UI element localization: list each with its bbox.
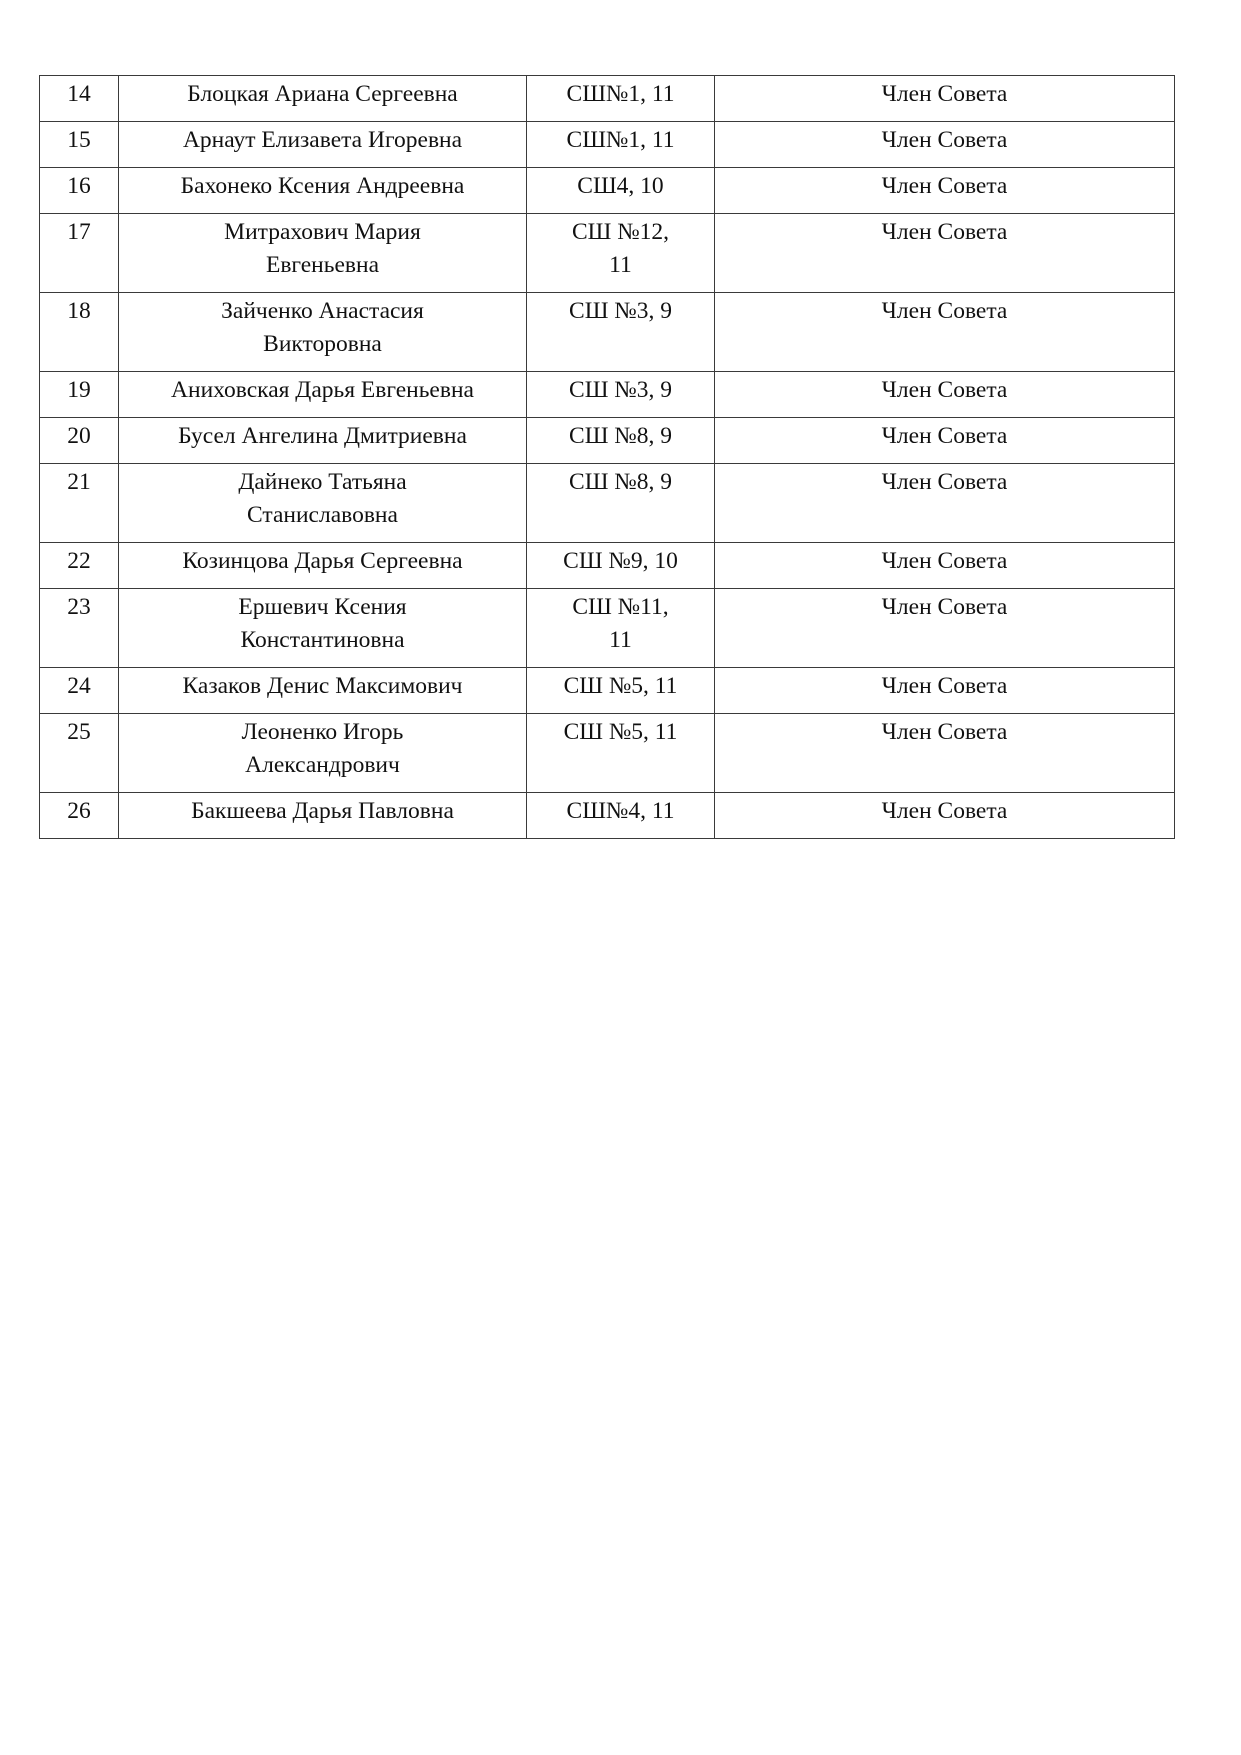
- school-class-cell: СШ №5, 11: [527, 668, 715, 714]
- member-name-cell: Дайнеко Татьяна Станиславовна: [119, 464, 527, 543]
- row-number-cell: 18: [40, 293, 119, 372]
- row-number-cell: 14: [40, 76, 119, 122]
- row-number-cell: 22: [40, 543, 119, 589]
- role-cell: Член Совета: [715, 214, 1175, 293]
- role-cell: Член Совета: [715, 293, 1175, 372]
- school-class-cell: СШ №3, 9: [527, 372, 715, 418]
- row-number-cell: 15: [40, 122, 119, 168]
- row-number-cell: 21: [40, 464, 119, 543]
- member-name-cell: Митрахович Мария Евгеньевна: [119, 214, 527, 293]
- member-name-cell: Арнаут Елизавета Игоревна: [119, 122, 527, 168]
- member-name-cell: Аниховская Дарья Евгеньевна: [119, 372, 527, 418]
- table-row: [40, 668, 1175, 714]
- table-row: [40, 793, 1175, 839]
- role-cell: Член Совета: [715, 589, 1175, 668]
- member-name-cell: Бакшеева Дарья Павловна: [119, 793, 527, 839]
- role-cell: Член Совета: [715, 76, 1175, 122]
- table-row: [40, 372, 1175, 418]
- member-name-cell: Зайченко Анастасия Викторовна: [119, 293, 527, 372]
- school-class-cell: СШ №3, 9: [527, 293, 715, 372]
- role-cell: Член Совета: [715, 714, 1175, 793]
- row-number-cell: 23: [40, 589, 119, 668]
- role-cell: Член Совета: [715, 372, 1175, 418]
- table-row: [40, 464, 1175, 543]
- school-class-cell: СШ №8, 9: [527, 464, 715, 543]
- role-cell: Член Совета: [715, 464, 1175, 543]
- school-class-cell: СШ №12, 11: [527, 214, 715, 293]
- council-members-table: [39, 75, 1175, 839]
- row-number-cell: 20: [40, 418, 119, 464]
- table-body: [40, 76, 1175, 839]
- member-name-cell: Ершевич Ксения Константиновна: [119, 589, 527, 668]
- table-row: [40, 589, 1175, 668]
- role-cell: Член Совета: [715, 418, 1175, 464]
- school-class-cell: СШ №11, 11: [527, 589, 715, 668]
- row-number-cell: 24: [40, 668, 119, 714]
- row-number-cell: 25: [40, 714, 119, 793]
- school-class-cell: СШ4, 10: [527, 168, 715, 214]
- table-row: [40, 543, 1175, 589]
- member-name-cell: Бахонеко Ксения Андреевна: [119, 168, 527, 214]
- row-number-cell: 19: [40, 372, 119, 418]
- role-cell: Член Совета: [715, 543, 1175, 589]
- table-row: [40, 418, 1175, 464]
- role-cell: Член Совета: [715, 668, 1175, 714]
- school-class-cell: СШ№1, 11: [527, 122, 715, 168]
- table-row: [40, 293, 1175, 372]
- member-name-cell: Козинцова Дарья Сергеевна: [119, 543, 527, 589]
- school-class-cell: СШ №5, 11: [527, 714, 715, 793]
- school-class-cell: СШ№1, 11: [527, 76, 715, 122]
- table-row: [40, 214, 1175, 293]
- member-name-cell: Леоненко Игорь Александрович: [119, 714, 527, 793]
- role-cell: Член Совета: [715, 793, 1175, 839]
- school-class-cell: СШ №8, 9: [527, 418, 715, 464]
- member-name-cell: Блоцкая Ариана Сергеевна: [119, 76, 527, 122]
- school-class-cell: СШ№4, 11: [527, 793, 715, 839]
- row-number-cell: 17: [40, 214, 119, 293]
- school-class-cell: СШ №9, 10: [527, 543, 715, 589]
- table-row: [40, 122, 1175, 168]
- table-row: [40, 714, 1175, 793]
- role-cell: Член Совета: [715, 168, 1175, 214]
- role-cell: Член Совета: [715, 122, 1175, 168]
- table-row: [40, 76, 1175, 122]
- member-name-cell: Бусел Ангелина Дмитриевна: [119, 418, 527, 464]
- table-row: [40, 168, 1175, 214]
- row-number-cell: 16: [40, 168, 119, 214]
- member-name-cell: Казаков Денис Максимович: [119, 668, 527, 714]
- row-number-cell: 26: [40, 793, 119, 839]
